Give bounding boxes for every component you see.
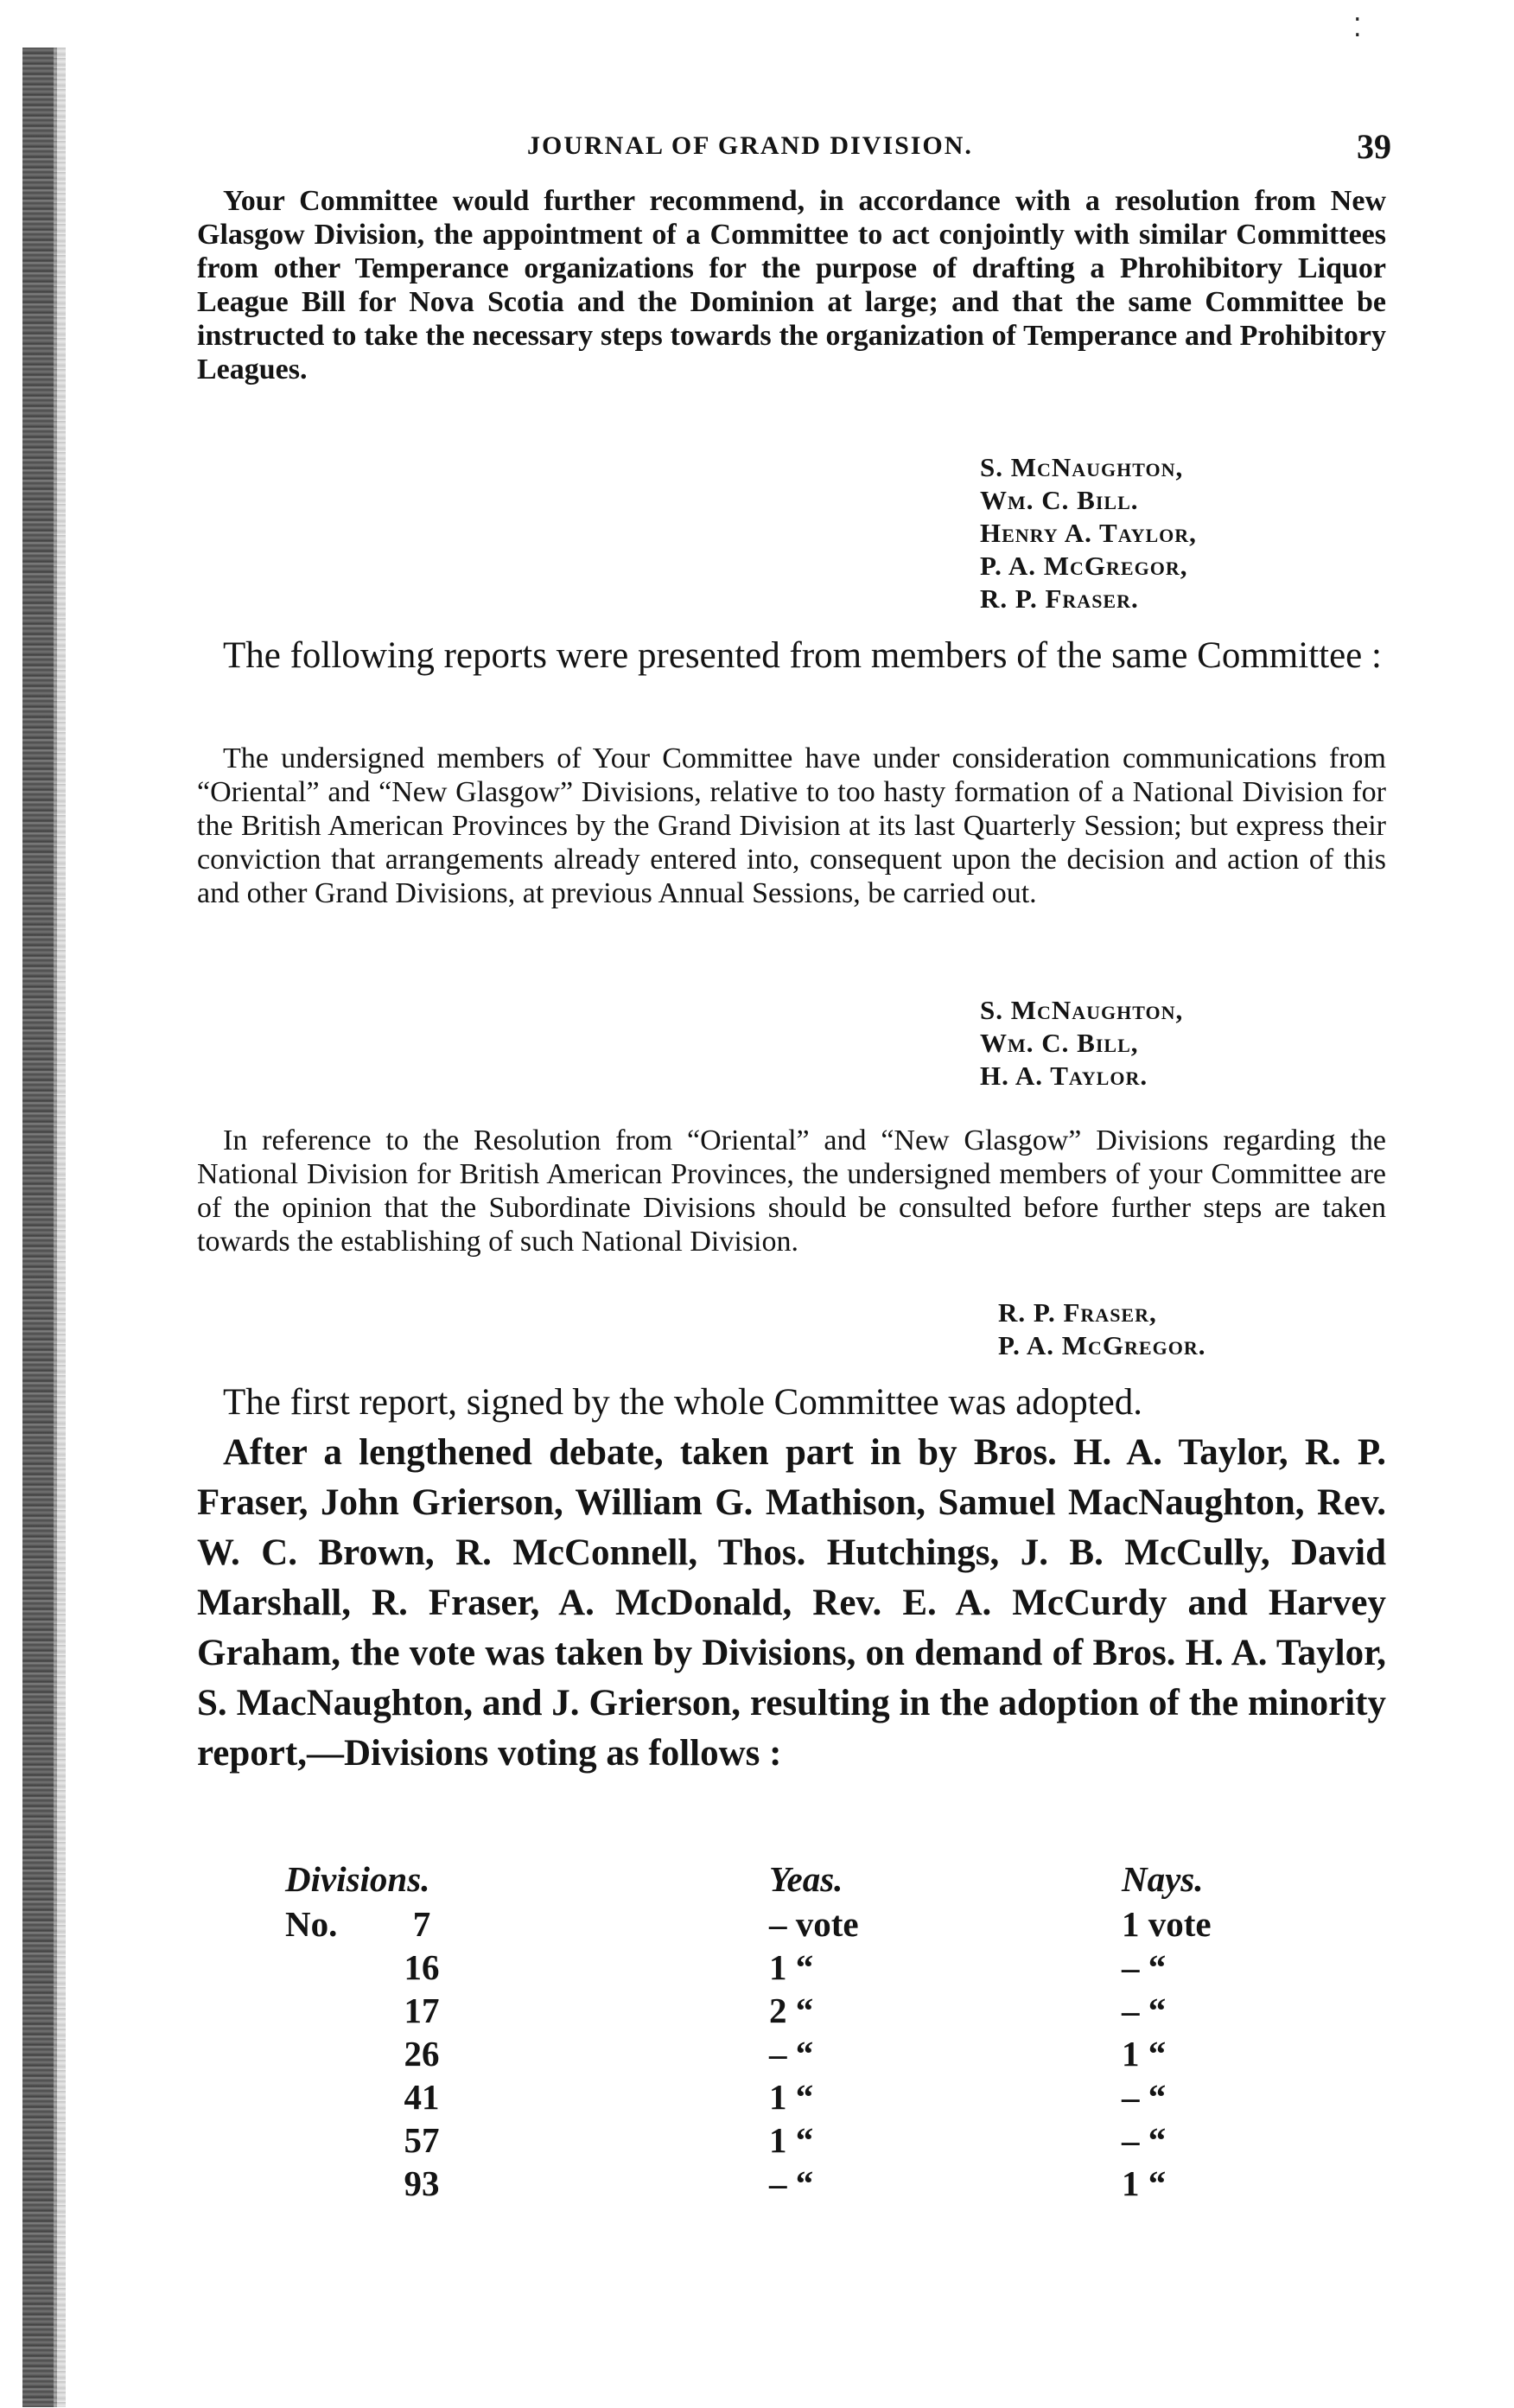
division-number: 17: [404, 1991, 440, 2030]
yeas-value: – “: [769, 2034, 814, 2074]
nays-value: – “: [1122, 1991, 1167, 2030]
vote-row: [259, 2033, 1253, 2076]
yeas-value: 2 “: [769, 1991, 814, 2030]
division-number: 16: [404, 1947, 440, 1987]
report-one-paragraph: The undersigned members of Your Committee have under consideration communications from “Oriental” and “New Glasgow” Divisions, relative to too hasty formation of a National Division for the British American Provinces by the Grand Division at its last Quarterly Session; but express their conviction that arrangements already entered into, consequent upon the decision and action of this and other Grand Divisions, at previous Annual Sessions, be carried out.: [197, 742, 1386, 909]
yeas-value: – “: [769, 2163, 814, 2203]
nays-header: Nays.: [1122, 1859, 1204, 1899]
signature-line: Wm. C. Bill,: [980, 1028, 1139, 1058]
vote-row: [259, 1946, 1253, 1990]
nays-value: 1 “: [1122, 2034, 1167, 2074]
adoption-paragraph: The first report, signed by the whole Committee was adopted.: [223, 1382, 1142, 1423]
nays-value: 1 vote: [1122, 1904, 1212, 1944]
page-number: 39: [1357, 127, 1391, 166]
yeas-value: 1 “: [769, 1947, 814, 1987]
yeas-header: Yeas.: [769, 1859, 843, 1899]
yeas-value: – vote: [769, 1904, 859, 1944]
signature-line: R. P. Fraser.: [980, 583, 1139, 614]
binding-edge: [22, 48, 57, 2407]
vote-table-header: [259, 1858, 1253, 1903]
signature-line: R. P. Fraser,: [998, 1297, 1157, 1328]
reports-intro-paragraph: The following reports were presented from members of the same Committee :: [223, 635, 1382, 676]
report-two-paragraph: In reference to the Resolution from “Oriental” and “New Glasgow” Divisions regarding the National Division for British American Provinces, the undersigned members of your Committee are of the opinion that the Subordinate Divisions should be consulted before further steps are taken towards the establishing of such National Division.: [197, 1124, 1386, 1258]
vote-row: [259, 2076, 1253, 2119]
binding-edge-shadow: [54, 48, 66, 2407]
signature-line: P. A. McGregor,: [980, 551, 1188, 581]
signature-line: Henry A. Taylor,: [980, 518, 1197, 548]
division-number: 93: [404, 2163, 440, 2203]
division-number: 57: [404, 2120, 440, 2160]
signature-line: Wm. C. Bill.: [980, 485, 1139, 515]
signature-line: P. A. McGregor.: [998, 1330, 1206, 1360]
nays-value: – “: [1122, 2120, 1167, 2160]
running-title: JOURNAL OF GRAND DIVISION.: [527, 131, 973, 160]
division-number: 7: [412, 1904, 431, 1944]
report-one-signatures: [980, 994, 1183, 1093]
nays-value: – “: [1122, 1947, 1167, 1987]
division-number: 26: [404, 2034, 440, 2074]
recommendation-signatures: [980, 451, 1197, 615]
debate-paragraph: After a lengthened debate, taken part in by Bros. H. A. Taylor, R. P. Fraser, John Grierson, William G. Mathison, Samuel MacNaughton, Rev. W. C. Brown, R. McConnell, Thos. Hutchings, J. B. McCully, David Marshall, R. Fraser, A. McDonald, Rev. E. A. McCurdy and Harvey Graham, the vote was taken by Divisions, on demand of Bros. H. A. Taylor, S. MacNaughton, and J. Grierson, resulting in the adoption of the minority report,—Divisions voting as follows :: [197, 1432, 1386, 1774]
yeas-value: 1 “: [769, 2077, 814, 2117]
division-prefix: No.: [285, 1904, 338, 1944]
division-number: 41: [404, 2077, 440, 2117]
nays-value: 1 “: [1122, 2163, 1167, 2203]
divisions-header: Divisions.: [285, 1859, 430, 1899]
yeas-value: 1 “: [769, 2120, 814, 2160]
signature-line: H. A. Taylor.: [980, 1061, 1148, 1091]
running-head: [181, 127, 1391, 173]
nays-value: – “: [1122, 2077, 1167, 2117]
signature-line: S. McNaughton,: [980, 995, 1184, 1025]
vote-row: [259, 2163, 1253, 2206]
signature-line: S. McNaughton,: [980, 452, 1184, 482]
report-two-signatures: [998, 1296, 1205, 1362]
vote-row: [259, 1903, 1253, 1946]
vote-row: [259, 1990, 1253, 2033]
vote-row: [259, 2119, 1253, 2163]
print-speck: ⁚: [1353, 14, 1362, 42]
vote-table: [259, 1858, 1253, 2206]
committee-recommendation-paragraph: Your Committee would further recommend, in accordance with a resolution from New Glasgow Division, the appointment of a Committee to act conjointly with similar Committees from other Temperance organizations for the purpose of drafting a Phrohibitory Liquor League Bill for Nova Scotia and the Dominion at large; and that the same Committee be instructed to take the necessary steps towards the organization of Temperance and Prohibitory Leagues.: [197, 185, 1386, 385]
